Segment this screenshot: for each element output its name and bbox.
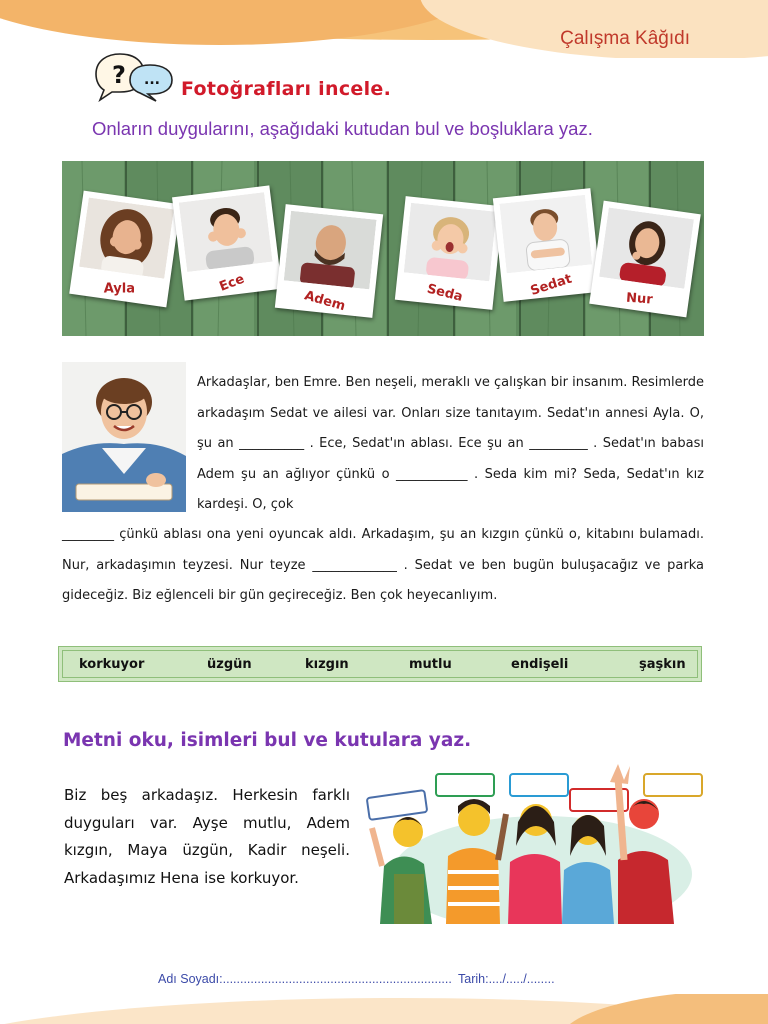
name-line: Adı Soyadı:.................................................................. xyxy=(158,972,452,986)
photo-banner xyxy=(62,161,704,336)
name-box xyxy=(436,774,494,796)
photo-ece xyxy=(172,185,282,300)
friends-illustration xyxy=(362,756,704,924)
photo-label: Seda xyxy=(425,281,465,305)
footer-band xyxy=(0,994,768,1024)
section1-instruction: Onların duygularını, aşağıdaki kutudan bul ve boşluklara yaz. xyxy=(92,118,593,139)
dots: ... xyxy=(144,72,160,88)
photo-seda xyxy=(395,196,503,310)
photo-label: Sedat xyxy=(528,271,574,299)
question-mark: ? xyxy=(112,61,126,89)
emre-photo xyxy=(62,362,186,512)
photo-ayla xyxy=(69,191,181,308)
photo-label: Nur xyxy=(625,290,654,308)
name-box xyxy=(644,774,702,796)
date-line: Tarih:..../...../........ xyxy=(458,972,555,986)
worksheet-title: Çalışma Kâğıdı xyxy=(560,28,690,49)
word-kizgin: kızgın xyxy=(305,657,349,672)
photo-label: Adem xyxy=(302,288,347,315)
photo-label: Ece xyxy=(217,271,247,295)
speech-bubbles-icon xyxy=(92,52,176,102)
photo-nur xyxy=(589,201,701,318)
name-box xyxy=(510,774,568,796)
word-uzgun: üzgün xyxy=(207,657,252,672)
word-mutlu: mutlu xyxy=(409,657,452,672)
section1-heading: Fotoğrafları incele. xyxy=(181,78,392,100)
photo-sedat xyxy=(493,188,601,302)
section2-heading: Metni oku, isimleri bul ve kutulara yaz. xyxy=(63,730,472,751)
word-bank xyxy=(58,646,702,682)
photo-adem xyxy=(275,204,383,318)
story-text-part2: ________ çünkü ablası ona yeni oyuncak aldı. Arkadaşım, şu an kızgın çünkü o, kitabını bulamadı. Nur, arkadaşımın teyzesi. Nur teyze _____________ . Sedat ve ben bugün buluşacağız ve parka gideceğiz. Biz eğlenceli bir gün geçireceğiz. Ben çok heyecanlıyım. xyxy=(62,527,704,603)
section2-text: Biz beş arkadaşız. Herkesin farklı duyguları var. Ayşe mutlu, Adem kızgın, Maya üzgün, Kadir neşeli. Arkadaşımız Hena ise korkuyor. xyxy=(64,786,350,887)
word-saskin: şaşkın xyxy=(639,657,686,672)
photo-label: Ayla xyxy=(103,281,136,297)
word-korkuyor: korkuyor xyxy=(79,657,145,672)
story-text-part1: Arkadaşlar, ben Emre. Ben neşeli, meraklı ve çalışkan bir insanım. Resimlerde arkadaşım Sedat ve ailesi var. Onları size tanıtayım. Sedat'ın annesi Ayla. O, şu an __________ . Ece, Sedat'ın ablası. Ece şu an _________ . Sedat'ın babası Adem şu an ağlıyor çünkü o ___________ . Seda kim mi? Seda, Sedat'ın kız kardeşi. O, çok xyxy=(197,375,704,512)
word-endiseli: endişeli xyxy=(511,657,569,672)
